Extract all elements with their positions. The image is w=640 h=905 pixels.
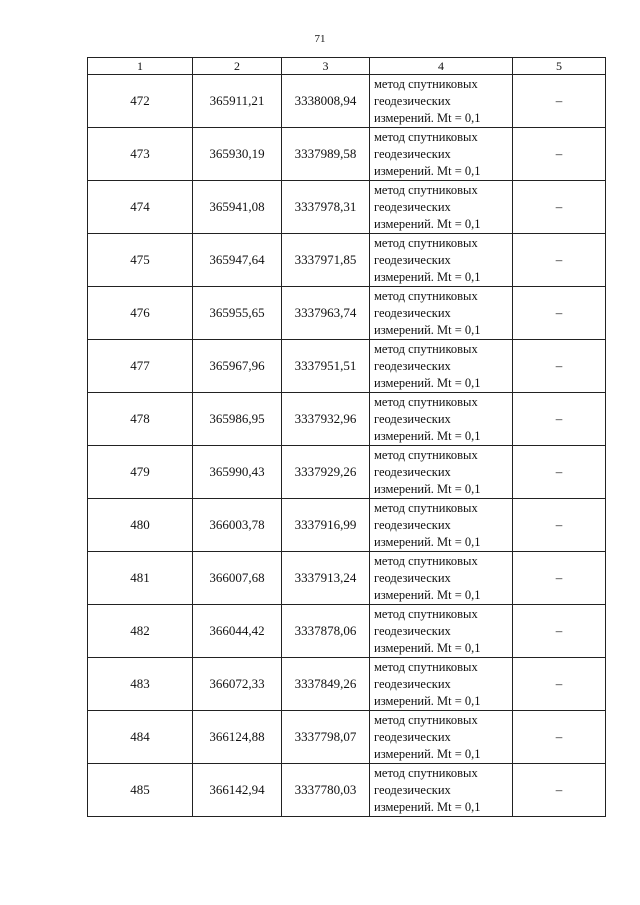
method-line: измерений. Mt = 0,1 [374, 693, 481, 708]
y-coordinate-cell: 3337916,99 [282, 499, 370, 552]
method-line: измерений. Mt = 0,1 [374, 163, 481, 178]
method-cell [370, 658, 513, 711]
header-row [88, 58, 606, 75]
method-line: метод спутниковых [374, 182, 478, 197]
table-row [88, 605, 606, 658]
method-line: геодезических [374, 782, 451, 797]
table-row [88, 658, 606, 711]
x-coordinate-cell: 365941,08 [193, 181, 282, 234]
point-number-cell: 473 [88, 128, 193, 181]
method-line: метод спутниковых [374, 659, 478, 674]
note-cell: – [513, 764, 606, 817]
table-row [88, 393, 606, 446]
y-coordinate-cell: 3337878,06 [282, 605, 370, 658]
y-coordinate-cell: 3337951,51 [282, 340, 370, 393]
column-header: 2 [193, 58, 282, 75]
point-number-cell: 483 [88, 658, 193, 711]
x-coordinate-cell: 365930,19 [193, 128, 282, 181]
method-line: метод спутниковых [374, 553, 478, 568]
method-line: измерений. Mt = 0,1 [374, 110, 481, 125]
note-cell: – [513, 340, 606, 393]
method-line: измерений. Mt = 0,1 [374, 587, 481, 602]
table-row [88, 499, 606, 552]
method-cell [370, 499, 513, 552]
method-line: геодезических [374, 676, 451, 691]
table-row [88, 552, 606, 605]
method-line: измерений. Mt = 0,1 [374, 534, 481, 549]
method-line: геодезических [374, 199, 451, 214]
method-line: измерений. Mt = 0,1 [374, 799, 481, 814]
method-line: метод спутниковых [374, 712, 478, 727]
method-line: геодезических [374, 411, 451, 426]
table-row [88, 75, 606, 128]
table-row [88, 711, 606, 764]
note-cell: – [513, 552, 606, 605]
point-number-cell: 480 [88, 499, 193, 552]
method-line: геодезических [374, 570, 451, 585]
method-line: метод спутниковых [374, 129, 478, 144]
y-coordinate-cell: 3337929,26 [282, 446, 370, 499]
x-coordinate-cell: 366124,88 [193, 711, 282, 764]
method-line: метод спутниковых [374, 765, 478, 780]
method-cell [370, 287, 513, 340]
method-line: метод спутниковых [374, 341, 478, 356]
method-cell [370, 75, 513, 128]
method-line: метод спутниковых [374, 288, 478, 303]
table-row [88, 764, 606, 817]
x-coordinate-cell: 365955,65 [193, 287, 282, 340]
coordinates-table [87, 57, 606, 817]
table-row [88, 128, 606, 181]
point-number-cell: 475 [88, 234, 193, 287]
x-coordinate-cell: 366007,68 [193, 552, 282, 605]
method-line: метод спутниковых [374, 235, 478, 250]
x-coordinate-cell: 365947,64 [193, 234, 282, 287]
method-cell [370, 393, 513, 446]
point-number-cell: 478 [88, 393, 193, 446]
note-cell: – [513, 181, 606, 234]
point-number-cell: 472 [88, 75, 193, 128]
x-coordinate-cell: 365911,21 [193, 75, 282, 128]
column-header: 5 [513, 58, 606, 75]
method-line: метод спутниковых [374, 500, 478, 515]
method-line: измерений. Mt = 0,1 [374, 322, 481, 337]
method-line: измерений. Mt = 0,1 [374, 746, 481, 761]
point-number-cell: 485 [88, 764, 193, 817]
x-coordinate-cell: 365990,43 [193, 446, 282, 499]
method-line: геодезических [374, 729, 451, 744]
method-cell [370, 711, 513, 764]
method-cell [370, 446, 513, 499]
method-line: измерений. Mt = 0,1 [374, 428, 481, 443]
x-coordinate-cell: 366044,42 [193, 605, 282, 658]
point-number-cell: 476 [88, 287, 193, 340]
y-coordinate-cell: 3338008,94 [282, 75, 370, 128]
method-line: геодезических [374, 623, 451, 638]
method-line: геодезических [374, 146, 451, 161]
method-line: измерений. Mt = 0,1 [374, 481, 481, 496]
method-line: геодезических [374, 252, 451, 267]
y-coordinate-cell: 3337913,24 [282, 552, 370, 605]
x-coordinate-cell: 366003,78 [193, 499, 282, 552]
table-row [88, 287, 606, 340]
y-coordinate-cell: 3337798,07 [282, 711, 370, 764]
method-cell [370, 605, 513, 658]
note-cell: – [513, 128, 606, 181]
point-number-cell: 484 [88, 711, 193, 764]
note-cell: – [513, 234, 606, 287]
method-cell [370, 764, 513, 817]
method-line: геодезических [374, 305, 451, 320]
note-cell: – [513, 446, 606, 499]
table-body [88, 75, 606, 817]
y-coordinate-cell: 3337780,03 [282, 764, 370, 817]
point-number-cell: 477 [88, 340, 193, 393]
point-number-cell: 482 [88, 605, 193, 658]
point-number-cell: 481 [88, 552, 193, 605]
method-line: геодезических [374, 517, 451, 532]
method-line: метод спутниковых [374, 447, 478, 462]
note-cell: – [513, 499, 606, 552]
y-coordinate-cell: 3337849,26 [282, 658, 370, 711]
note-cell: – [513, 658, 606, 711]
method-line: геодезических [374, 464, 451, 479]
note-cell: – [513, 393, 606, 446]
method-cell [370, 181, 513, 234]
method-line: геодезических [374, 93, 451, 108]
point-number-cell: 474 [88, 181, 193, 234]
method-cell [370, 552, 513, 605]
table-row [88, 234, 606, 287]
column-header: 4 [370, 58, 513, 75]
method-line: измерений. Mt = 0,1 [374, 216, 481, 231]
table-row [88, 181, 606, 234]
method-line: измерений. Mt = 0,1 [374, 269, 481, 284]
y-coordinate-cell: 3337963,74 [282, 287, 370, 340]
note-cell: – [513, 605, 606, 658]
x-coordinate-cell: 366072,33 [193, 658, 282, 711]
column-header: 1 [88, 58, 193, 75]
page-number: 71 [314, 33, 326, 45]
point-number-cell: 479 [88, 446, 193, 499]
note-cell: – [513, 287, 606, 340]
method-cell [370, 128, 513, 181]
x-coordinate-cell: 366142,94 [193, 764, 282, 817]
method-line: метод спутниковых [374, 606, 478, 621]
method-line: метод спутниковых [374, 76, 478, 91]
y-coordinate-cell: 3337971,85 [282, 234, 370, 287]
method-line: измерений. Mt = 0,1 [374, 375, 481, 390]
method-cell [370, 234, 513, 287]
y-coordinate-cell: 3337989,58 [282, 128, 370, 181]
column-header: 3 [282, 58, 370, 75]
method-line: геодезических [374, 358, 451, 373]
note-cell: – [513, 75, 606, 128]
x-coordinate-cell: 365986,95 [193, 393, 282, 446]
method-line: измерений. Mt = 0,1 [374, 640, 481, 655]
table-row [88, 340, 606, 393]
note-cell: – [513, 711, 606, 764]
y-coordinate-cell: 3337932,96 [282, 393, 370, 446]
y-coordinate-cell: 3337978,31 [282, 181, 370, 234]
table-row [88, 446, 606, 499]
method-line: метод спутниковых [374, 394, 478, 409]
x-coordinate-cell: 365967,96 [193, 340, 282, 393]
method-cell [370, 340, 513, 393]
